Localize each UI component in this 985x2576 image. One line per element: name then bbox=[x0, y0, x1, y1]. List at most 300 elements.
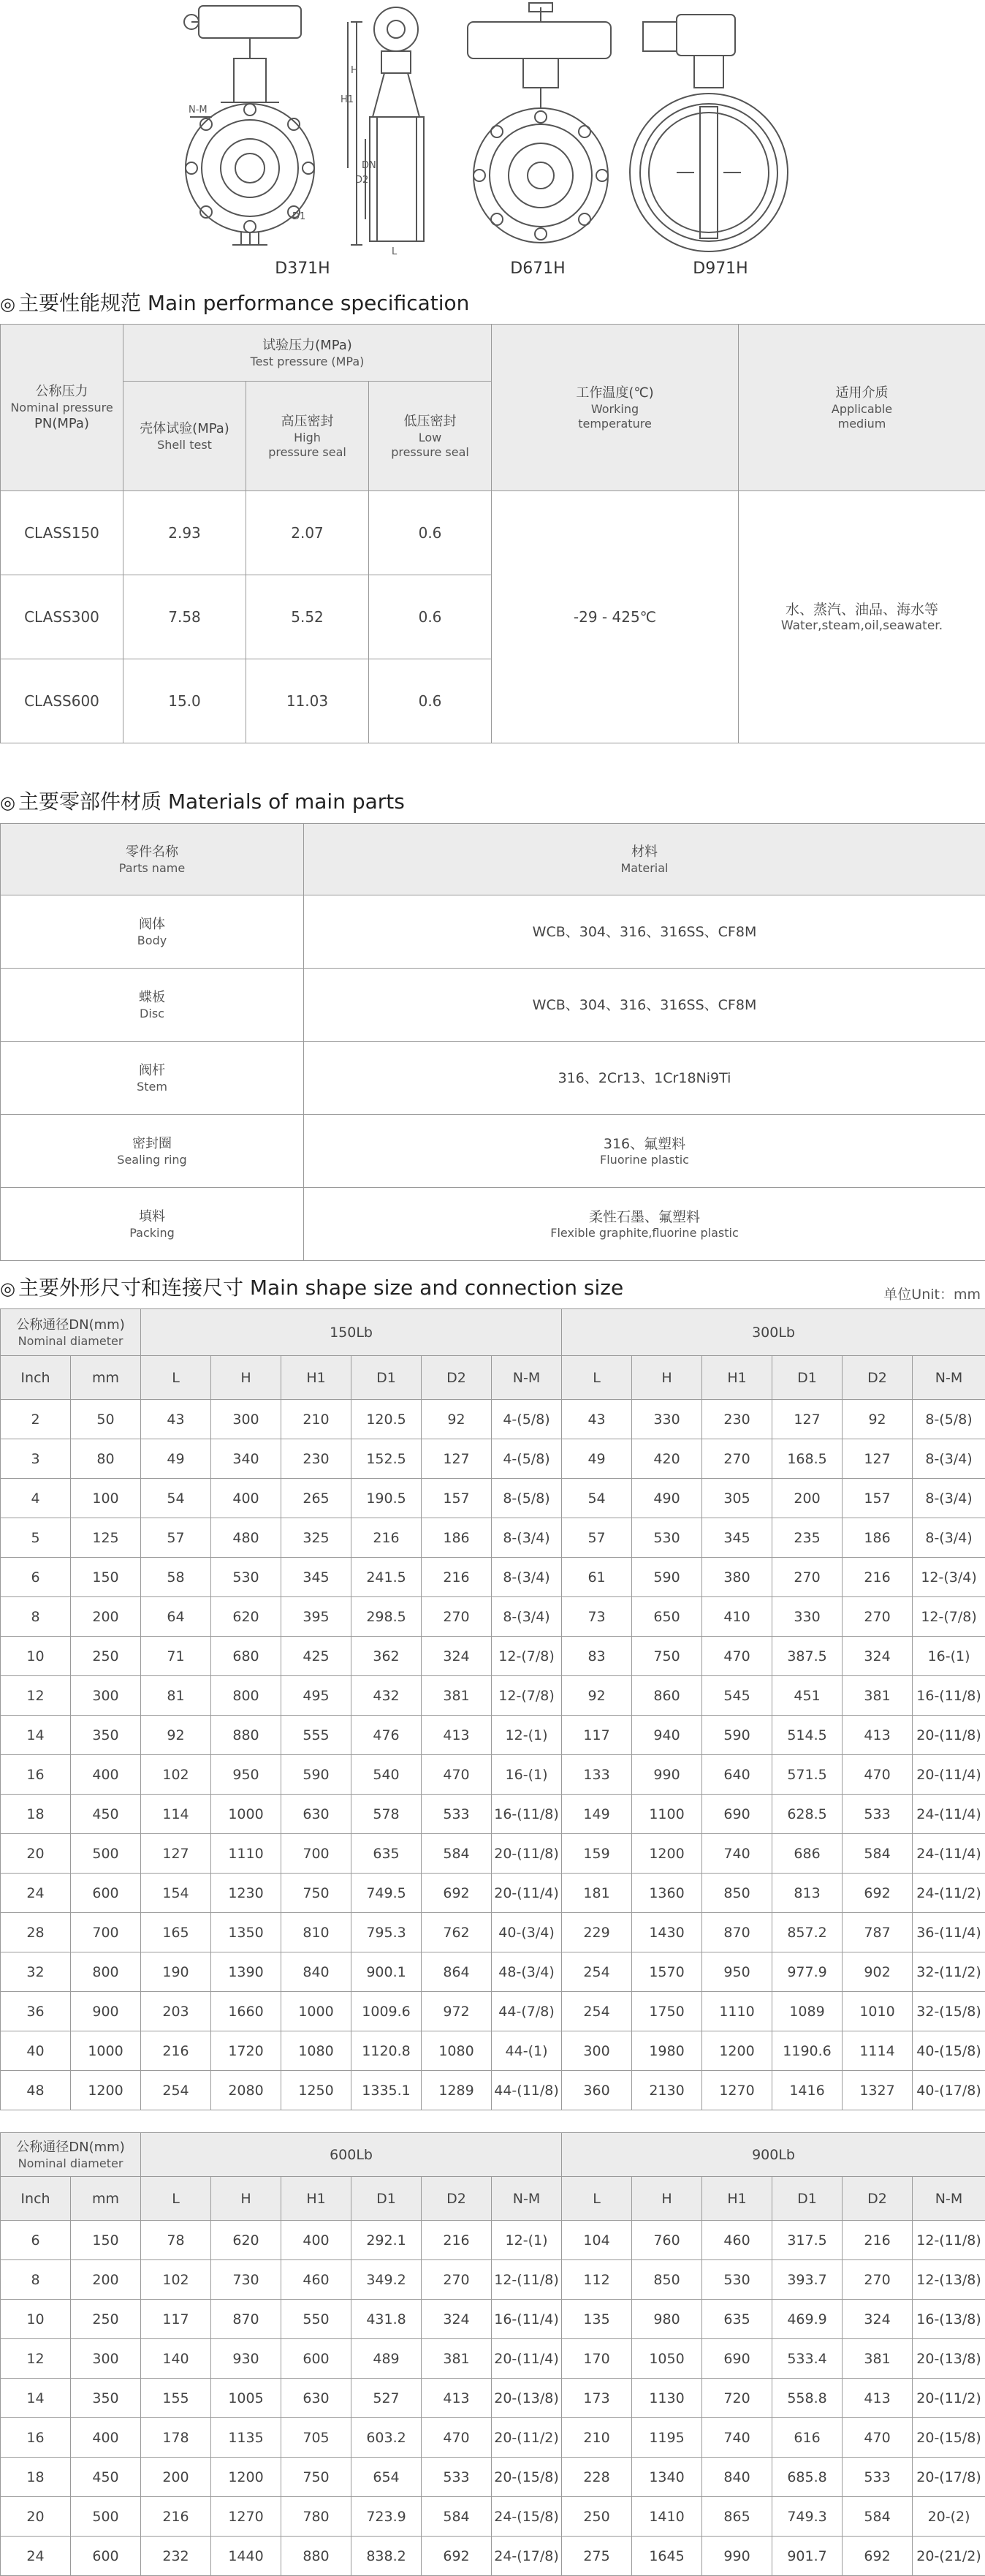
shape-section-title bbox=[0, 1272, 623, 1301]
table-cell: 190 bbox=[141, 1952, 211, 1992]
table-cell: 71 bbox=[141, 1637, 211, 1676]
table-cell: 241.5 bbox=[351, 1558, 422, 1597]
material-cell: 316、2Cr13、1Cr18Ni9Ti bbox=[304, 1042, 985, 1115]
table-cell: 127 bbox=[843, 1439, 913, 1479]
table-cell: 431.8 bbox=[351, 2300, 422, 2339]
table-cell: 387.5 bbox=[772, 1637, 843, 1676]
table-cell: 578 bbox=[351, 1795, 422, 1834]
table-cell: 469.9 bbox=[772, 2300, 843, 2339]
temperature-header: 工作温度(℃) Working temperature bbox=[492, 325, 739, 491]
col-header: L bbox=[562, 1356, 632, 1400]
table-cell: 750 bbox=[281, 2458, 351, 2497]
table-cell: 381 bbox=[843, 2339, 913, 2379]
table-cell: 2130 bbox=[632, 2071, 702, 2110]
table-row bbox=[1, 1952, 985, 1992]
table-cell: 940 bbox=[632, 1716, 702, 1755]
table-cell: 489 bbox=[351, 2339, 422, 2379]
table-cell: 413 bbox=[422, 1716, 492, 1755]
table-cell: 250 bbox=[71, 1637, 141, 1676]
table-cell: 10 bbox=[1, 2300, 71, 2339]
table-cell: 16 bbox=[1, 2418, 71, 2458]
table-cell: 159 bbox=[562, 1834, 632, 1874]
table-cell: 324 bbox=[422, 1637, 492, 1676]
table-cell: 2080 bbox=[211, 2071, 281, 2110]
table-cell: 324 bbox=[843, 2300, 913, 2339]
col-header: H bbox=[211, 2177, 281, 2221]
table-cell: 16-(11/4) bbox=[492, 2300, 562, 2339]
table-cell: 140 bbox=[141, 2339, 211, 2379]
section-mark-icon: ◎ bbox=[0, 792, 15, 813]
table-cell: 470 bbox=[702, 1637, 772, 1676]
table-cell: 4-(5/8) bbox=[492, 1439, 562, 1479]
table-cell: 12-(1) bbox=[492, 2221, 562, 2260]
table-cell: 44-(11/8) bbox=[492, 2071, 562, 2110]
column-header-row bbox=[1, 1356, 985, 1400]
table-cell: 1430 bbox=[632, 1913, 702, 1952]
table-cell: 57 bbox=[562, 1518, 632, 1558]
table-cell: 680 bbox=[211, 1637, 281, 1676]
table-cell: 650 bbox=[632, 1597, 702, 1637]
label-dn: DN bbox=[362, 160, 376, 171]
table-cell: 216 bbox=[422, 1558, 492, 1597]
high-seal-header: 高压密封 High pressure seal bbox=[246, 382, 369, 491]
table-cell: 870 bbox=[702, 1913, 772, 1952]
table-cell: 1114 bbox=[843, 2031, 913, 2071]
table-cell: 133 bbox=[562, 1755, 632, 1795]
table-cell: 135 bbox=[562, 2300, 632, 2339]
table-cell: 18 bbox=[1, 2458, 71, 2497]
table-cell: 1100 bbox=[632, 1795, 702, 1834]
table-cell: 200 bbox=[71, 2260, 141, 2300]
table-cell: 345 bbox=[281, 1558, 351, 1597]
table-cell: 20-(11/4) bbox=[492, 2339, 562, 2379]
table-cell: 14 bbox=[1, 1716, 71, 1755]
table-cell: 500 bbox=[71, 1834, 141, 1874]
col-header: H bbox=[632, 2177, 702, 2221]
table-row bbox=[1, 1637, 985, 1676]
table-cell: 54 bbox=[562, 1479, 632, 1518]
table-cell: 1270 bbox=[702, 2071, 772, 2110]
column-header-row bbox=[1, 2177, 985, 2221]
col-header: D1 bbox=[351, 2177, 422, 2221]
table-cell: 603.2 bbox=[351, 2418, 422, 2458]
table-cell: 600 bbox=[71, 2537, 141, 2576]
table-cell: 186 bbox=[843, 1518, 913, 1558]
table-row bbox=[1, 1518, 985, 1558]
unit-label: 单位Unit：mm bbox=[883, 1284, 981, 1303]
table-cell: 20-(2) bbox=[913, 2497, 985, 2537]
col-header: N-M bbox=[913, 1356, 985, 1400]
table-cell: 157 bbox=[843, 1479, 913, 1518]
table-cell: 12-(7/8) bbox=[492, 1676, 562, 1716]
table-cell: 1000 bbox=[281, 1992, 351, 2031]
col-header: D1 bbox=[772, 2177, 843, 2221]
table-cell: 1000 bbox=[211, 1795, 281, 1834]
table-cell: 92 bbox=[422, 1400, 492, 1439]
table-cell: 20-(11/4) bbox=[913, 1755, 985, 1795]
dimension-table-600-900 bbox=[0, 2132, 985, 2576]
table-cell: 12-(11/8) bbox=[913, 2221, 985, 2260]
table-cell: 360 bbox=[562, 2071, 632, 2110]
table-row bbox=[1, 2221, 985, 2260]
table-cell: 654 bbox=[351, 2458, 422, 2497]
col-header: D1 bbox=[351, 1356, 422, 1400]
table-cell: 152.5 bbox=[351, 1439, 422, 1479]
table-cell: 270 bbox=[422, 2260, 492, 2300]
table-cell: 12-(7/8) bbox=[492, 1637, 562, 1676]
table-row bbox=[1, 2031, 985, 2071]
table-row bbox=[1, 2339, 985, 2379]
table-cell: 900.1 bbox=[351, 1952, 422, 1992]
table-cell: 210 bbox=[281, 1400, 351, 1439]
table-cell: 1410 bbox=[632, 2497, 702, 2537]
table-cell: 1010 bbox=[843, 1992, 913, 2031]
table-cell: 470 bbox=[843, 1755, 913, 1795]
table-cell: 178 bbox=[141, 2418, 211, 2458]
table-row bbox=[1, 1874, 985, 1913]
part-cell: 阀体 Body bbox=[1, 895, 304, 969]
table-cell: 44-(1) bbox=[492, 2031, 562, 2071]
table-cell: 750 bbox=[281, 1874, 351, 1913]
table-cell: 400 bbox=[71, 2418, 141, 2458]
label-h: H bbox=[351, 65, 358, 76]
table-cell: 762 bbox=[422, 1913, 492, 1952]
materials-title-text: 主要零部件材质 Materials of main parts bbox=[18, 789, 405, 814]
table-cell: 12-(7/8) bbox=[913, 1597, 985, 1637]
table-cell: 1200 bbox=[71, 2071, 141, 2110]
table-cell: 149 bbox=[562, 1795, 632, 1834]
table-cell: 200 bbox=[141, 2458, 211, 2497]
table-cell: 530 bbox=[632, 1518, 702, 1558]
shell-cell: 15.0 bbox=[123, 659, 246, 743]
table-cell: 20-(11/8) bbox=[492, 1834, 562, 1874]
test-pressure-header: 试验压力(MPa) Test pressure (MPa) bbox=[123, 325, 492, 382]
table-cell: 470 bbox=[843, 2418, 913, 2458]
table-cell: 6 bbox=[1, 2221, 71, 2260]
table-cell: 325 bbox=[281, 1518, 351, 1558]
table-cell: 630 bbox=[281, 2379, 351, 2418]
table-cell: 40-(3/4) bbox=[492, 1913, 562, 1952]
dim-table-1-body bbox=[1, 1400, 985, 2110]
table-cell: 200 bbox=[772, 1479, 843, 1518]
table-cell: 275 bbox=[562, 2537, 632, 2576]
table-cell: 254 bbox=[141, 2071, 211, 2110]
table-cell: 92 bbox=[843, 1400, 913, 1439]
table-cell: 78 bbox=[141, 2221, 211, 2260]
table-cell: 635 bbox=[351, 1834, 422, 1874]
table-cell: 760 bbox=[632, 2221, 702, 2260]
table-cell: 50 bbox=[71, 1400, 141, 1439]
table-cell: 270 bbox=[843, 1597, 913, 1637]
label-d1: D1 bbox=[292, 211, 305, 222]
table-cell: 1135 bbox=[211, 2418, 281, 2458]
table-cell: 381 bbox=[843, 1676, 913, 1716]
table-row bbox=[1, 2458, 985, 2497]
table-cell: 168.5 bbox=[772, 1439, 843, 1479]
table-cell: 476 bbox=[351, 1716, 422, 1755]
mm-col-header: mm bbox=[71, 2177, 141, 2221]
table-cell: 2 bbox=[1, 1400, 71, 1439]
pn-cell: CLASS150 bbox=[1, 491, 123, 575]
table-cell: 8-(3/4) bbox=[492, 1518, 562, 1558]
table-cell: 490 bbox=[632, 1479, 702, 1518]
table-row bbox=[1, 1676, 985, 1716]
table-cell: 584 bbox=[843, 2497, 913, 2537]
table-cell: 533 bbox=[843, 1795, 913, 1834]
table-cell: 1230 bbox=[211, 1874, 281, 1913]
table-cell: 6 bbox=[1, 1558, 71, 1597]
section-mark-icon: ◎ bbox=[0, 1278, 15, 1299]
table-cell: 104 bbox=[562, 2221, 632, 2260]
table-cell: 840 bbox=[702, 2458, 772, 2497]
table-cell: 500 bbox=[71, 2497, 141, 2537]
table-cell: 20-(11/8) bbox=[913, 1716, 985, 1755]
table-cell: 590 bbox=[632, 1558, 702, 1597]
material-cell: WCB、304、316、316SS、CF8M bbox=[304, 895, 985, 969]
table-cell: 451 bbox=[772, 1676, 843, 1716]
table-cell: 1360 bbox=[632, 1874, 702, 1913]
col-header: D2 bbox=[843, 1356, 913, 1400]
table-cell: 216 bbox=[351, 1518, 422, 1558]
table-row bbox=[1, 2379, 985, 2418]
table-cell: 870 bbox=[211, 2300, 281, 2339]
part-cell: 密封圈 Sealing ring bbox=[1, 1115, 304, 1188]
table-cell: 16-(13/8) bbox=[913, 2300, 985, 2339]
table-cell: 381 bbox=[422, 2339, 492, 2379]
table-cell: 230 bbox=[281, 1439, 351, 1479]
table-cell: 20-(11/2) bbox=[913, 2379, 985, 2418]
table-cell: 1200 bbox=[211, 2458, 281, 2497]
table-cell: 340 bbox=[211, 1439, 281, 1479]
table-cell: 545 bbox=[702, 1676, 772, 1716]
table-cell: 120.5 bbox=[351, 1400, 422, 1439]
performance-table bbox=[0, 324, 985, 743]
table-cell: 692 bbox=[422, 1874, 492, 1913]
col-header: L bbox=[141, 2177, 211, 2221]
table-cell: 24 bbox=[1, 1874, 71, 1913]
table-cell: 100 bbox=[71, 1479, 141, 1518]
table-cell: 990 bbox=[702, 2537, 772, 2576]
table-cell: 620 bbox=[211, 2221, 281, 2260]
table-cell: 114 bbox=[141, 1795, 211, 1834]
table-cell: 857.2 bbox=[772, 1913, 843, 1952]
pn-cell: CLASS600 bbox=[1, 659, 123, 743]
table-cell: 154 bbox=[141, 1874, 211, 1913]
table-cell: 20-(11/2) bbox=[492, 2418, 562, 2458]
d671h-drawing bbox=[468, 3, 611, 243]
table-cell: 54 bbox=[141, 1479, 211, 1518]
table-row bbox=[1, 2260, 985, 2300]
col-header: N-M bbox=[492, 1356, 562, 1400]
table-cell: 730 bbox=[211, 2260, 281, 2300]
col-header: H bbox=[632, 1356, 702, 1400]
table-row bbox=[1, 1115, 985, 1188]
col-header: D1 bbox=[772, 1356, 843, 1400]
col-header: N-M bbox=[492, 2177, 562, 2221]
table-cell: 20-(17/8) bbox=[913, 2458, 985, 2497]
table-cell: 395 bbox=[281, 1597, 351, 1637]
table-cell: 514.5 bbox=[772, 1716, 843, 1755]
table-cell: 950 bbox=[702, 1952, 772, 1992]
table-cell: 740 bbox=[702, 1834, 772, 1874]
table-cell: 16-(1) bbox=[492, 1755, 562, 1795]
table-row bbox=[1, 2300, 985, 2339]
table-cell: 460 bbox=[281, 2260, 351, 2300]
table-cell: 380 bbox=[702, 1558, 772, 1597]
table-row bbox=[1, 969, 985, 1042]
table-cell: 1089 bbox=[772, 1992, 843, 2031]
table-cell: 254 bbox=[562, 1952, 632, 1992]
table-cell: 265 bbox=[281, 1479, 351, 1518]
table-cell: 8-(3/4) bbox=[913, 1479, 985, 1518]
table-cell: 12-(3/4) bbox=[913, 1558, 985, 1597]
table-cell: 571.5 bbox=[772, 1755, 843, 1795]
table-row bbox=[1, 1913, 985, 1952]
table-cell: 270 bbox=[702, 1439, 772, 1479]
table-cell: 413 bbox=[843, 1716, 913, 1755]
shell-test-header: 壳体试验(MPa) Shell test bbox=[123, 382, 246, 491]
table-cell: 901.7 bbox=[772, 2537, 843, 2576]
table-cell: 600 bbox=[281, 2339, 351, 2379]
table-cell: 900 bbox=[71, 1992, 141, 2031]
table-cell: 20-(21/2) bbox=[913, 2537, 985, 2576]
table-cell: 216 bbox=[141, 2497, 211, 2537]
table-cell: 800 bbox=[211, 1676, 281, 1716]
table-cell: 270 bbox=[843, 2260, 913, 2300]
col-header: H1 bbox=[702, 1356, 772, 1400]
table-cell: 620 bbox=[211, 1597, 281, 1637]
table-cell: 628.5 bbox=[772, 1795, 843, 1834]
table-cell: 950 bbox=[211, 1755, 281, 1795]
medium-cell: 水、蒸汽、油品、海水等 Water,steam,oil,seawater. bbox=[739, 491, 985, 743]
table-cell: 692 bbox=[843, 2537, 913, 2576]
table-row bbox=[1, 491, 985, 575]
table-cell: 102 bbox=[141, 1755, 211, 1795]
dn-header: 公称通径DN(mm) Nominal diameter bbox=[1, 2133, 141, 2177]
table-cell: 350 bbox=[71, 1716, 141, 1755]
table-cell: 800 bbox=[71, 1952, 141, 1992]
table-cell: 1110 bbox=[211, 1834, 281, 1874]
table-cell: 1120.8 bbox=[351, 2031, 422, 2071]
col-header: H1 bbox=[702, 2177, 772, 2221]
table-cell: 381 bbox=[422, 1676, 492, 1716]
table-cell: 1660 bbox=[211, 1992, 281, 2031]
table-cell: 43 bbox=[562, 1400, 632, 1439]
table-cell: 216 bbox=[843, 1558, 913, 1597]
table-cell: 58 bbox=[141, 1558, 211, 1597]
performance-title-text: 主要性能规范 Main performance specification bbox=[18, 291, 469, 315]
table-row bbox=[1, 2497, 985, 2537]
table-cell: 480 bbox=[211, 1518, 281, 1558]
table-cell: 600 bbox=[71, 1874, 141, 1913]
table-row bbox=[1, 1558, 985, 1597]
table-cell: 36 bbox=[1, 1992, 71, 2031]
table-cell: 48-(3/4) bbox=[492, 1952, 562, 1992]
table-cell: 250 bbox=[71, 2300, 141, 2339]
table-cell: 1340 bbox=[632, 2458, 702, 2497]
table-cell: 584 bbox=[422, 2497, 492, 2537]
table-cell: 1289 bbox=[422, 2071, 492, 2110]
table-cell: 1720 bbox=[211, 2031, 281, 2071]
table-cell: 393.7 bbox=[772, 2260, 843, 2300]
table-row bbox=[1, 1042, 985, 1115]
col-header: H1 bbox=[281, 2177, 351, 2221]
table-cell: 24-(17/8) bbox=[492, 2537, 562, 2576]
shape-title-text: 主要外形尺寸和连接尺寸 Main shape size and connection size bbox=[18, 1276, 623, 1300]
table-cell: 705 bbox=[281, 2418, 351, 2458]
table-cell: 640 bbox=[702, 1755, 772, 1795]
table-cell: 787 bbox=[843, 1913, 913, 1952]
table-cell: 61 bbox=[562, 1558, 632, 1597]
part-cell: 蝶板 Disc bbox=[1, 969, 304, 1042]
table-cell: 292.1 bbox=[351, 2221, 422, 2260]
table-cell: 300 bbox=[562, 2031, 632, 2071]
table-cell: 450 bbox=[71, 1795, 141, 1834]
table-cell: 972 bbox=[422, 1992, 492, 2031]
table-cell: 616 bbox=[772, 2418, 843, 2458]
table-cell: 330 bbox=[632, 1400, 702, 1439]
col-header: D2 bbox=[422, 1356, 492, 1400]
pn-cell: CLASS300 bbox=[1, 575, 123, 659]
table-cell: 216 bbox=[422, 2221, 492, 2260]
table-cell: 345 bbox=[702, 1518, 772, 1558]
table-cell: 980 bbox=[632, 2300, 702, 2339]
table-cell: 250 bbox=[562, 2497, 632, 2537]
table-cell: 24 bbox=[1, 2537, 71, 2576]
table-cell: 362 bbox=[351, 1637, 422, 1676]
performance-section-title bbox=[0, 287, 469, 317]
table-cell: 1327 bbox=[843, 2071, 913, 2110]
table-cell: 230 bbox=[702, 1400, 772, 1439]
table-cell: 12-(1) bbox=[492, 1716, 562, 1755]
table-cell: 173 bbox=[562, 2379, 632, 2418]
table-cell: 420 bbox=[632, 1439, 702, 1479]
table-cell: 20 bbox=[1, 1834, 71, 1874]
table-cell: 324 bbox=[422, 2300, 492, 2339]
table-cell: 300 bbox=[211, 1400, 281, 1439]
table-cell: 533.4 bbox=[772, 2339, 843, 2379]
class-150-header: 150Lb bbox=[141, 1309, 562, 1356]
table-cell: 795.3 bbox=[351, 1913, 422, 1952]
table-cell: 1000 bbox=[71, 2031, 141, 2071]
table-cell: 165 bbox=[141, 1913, 211, 1952]
table-cell: 460 bbox=[702, 2221, 772, 2260]
mm-col-header: mm bbox=[71, 1356, 141, 1400]
table-cell: 1110 bbox=[702, 1992, 772, 2031]
table-cell: 24-(11/4) bbox=[913, 1834, 985, 1874]
table-cell: 864 bbox=[422, 1952, 492, 1992]
table-cell: 1190.6 bbox=[772, 2031, 843, 2071]
table-cell: 590 bbox=[281, 1755, 351, 1795]
table-cell: 584 bbox=[422, 1834, 492, 1874]
table-cell: 254 bbox=[562, 1992, 632, 2031]
table-cell: 170 bbox=[562, 2339, 632, 2379]
table-cell: 12 bbox=[1, 1676, 71, 1716]
table-cell: 700 bbox=[281, 1834, 351, 1874]
table-cell: 298.5 bbox=[351, 1597, 422, 1637]
table-cell: 8 bbox=[1, 1597, 71, 1637]
table-cell: 317.5 bbox=[772, 2221, 843, 2260]
table-cell: 850 bbox=[702, 1874, 772, 1913]
table-cell: 200 bbox=[71, 1597, 141, 1637]
table-cell: 300 bbox=[71, 1676, 141, 1716]
table-cell: 1390 bbox=[211, 1952, 281, 1992]
table-row bbox=[1, 1188, 985, 1261]
class-900-header: 900Lb bbox=[562, 2133, 985, 2177]
table-cell: 1335.1 bbox=[351, 2071, 422, 2110]
table-cell: 8-(3/4) bbox=[913, 1439, 985, 1479]
shell-cell: 7.58 bbox=[123, 575, 246, 659]
